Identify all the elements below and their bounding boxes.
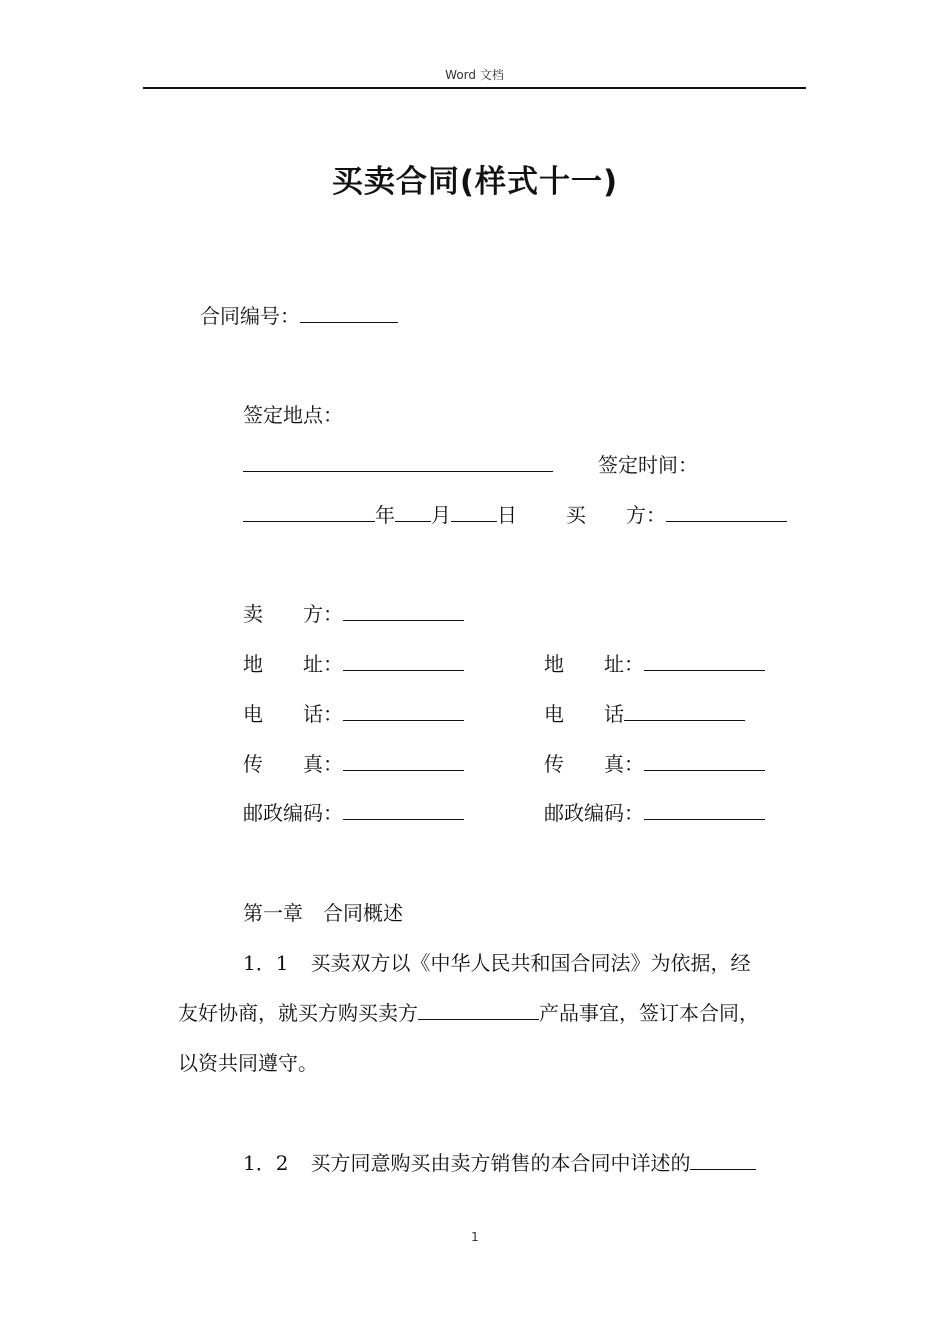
seller-fax-blank: [343, 750, 464, 771]
clause-1-1-first-line: [243, 949, 750, 977]
buyer-label: 买 方：: [566, 503, 666, 527]
buyer-fax-label: 传 真：: [544, 752, 644, 776]
buyer-address-row: [544, 650, 765, 678]
day-label: 日: [497, 503, 517, 527]
product-blank: [418, 999, 539, 1020]
seller-blank: [343, 600, 464, 621]
buyer-postcode-row: [544, 799, 765, 827]
buyer-row: [566, 501, 787, 529]
year-label: 年: [375, 503, 395, 527]
sign-place-label: 签定地点：: [243, 403, 343, 427]
clause-1-2-blank: [690, 1149, 756, 1170]
chapter-heading: 第一章 合同概述: [243, 901, 403, 925]
seller-phone-blank: [343, 700, 464, 721]
buyer-postcode-label: 邮政编码：: [544, 801, 644, 825]
seller-phone-label: 电 话：: [243, 702, 343, 726]
buyer-address-label: 地 址：: [544, 652, 644, 676]
buyer-address-blank: [644, 650, 765, 671]
clause-1-1-text-line1: 买卖双方以《中华人民共和国合同法》为依据，经: [310, 951, 751, 975]
clause-1-2-text: 买方同意购买由卖方销售的本合同中详述的: [310, 1151, 691, 1175]
date-row: [243, 501, 517, 529]
seller-fax-label: 传 真：: [243, 752, 343, 776]
contract-number-blank: [300, 302, 398, 323]
seller-address-row: [243, 650, 464, 678]
clause-1-2-line: [243, 1149, 756, 1177]
sign-place-row: [243, 451, 553, 479]
year-blank: [243, 501, 375, 522]
month-blank: [395, 501, 431, 522]
seller-address-blank: [343, 650, 464, 671]
day-blank: [451, 501, 497, 522]
seller-address-label: 地 址：: [243, 652, 343, 676]
document-title: 买卖合同(样式十一): [331, 164, 619, 200]
seller-fax-row: [243, 750, 464, 778]
header-rule: [143, 87, 806, 89]
buyer-blank: [666, 501, 787, 522]
buyer-fax-row: [544, 750, 765, 778]
buyer-phone-row: [544, 700, 745, 728]
seller-postcode-row: [243, 799, 464, 827]
contract-number-row: [200, 302, 398, 330]
sign-time-label: 签定时间：: [598, 453, 698, 477]
seller-postcode-label: 邮政编码：: [243, 801, 343, 825]
month-label: 月: [431, 503, 451, 527]
clause-1-1-text-line2b: 产品事宜，签订本合同，: [539, 1001, 759, 1025]
seller-postcode-blank: [343, 799, 464, 820]
buyer-postcode-blank: [644, 799, 765, 820]
clause-1-1-third-line: 以资共同遵守。: [178, 1051, 318, 1075]
clause-1-1-number: 1．1: [243, 951, 289, 975]
clause-1-2-number: 1．2: [243, 1151, 289, 1175]
seller-row: [243, 600, 464, 628]
contract-number-label: 合同编号：: [200, 304, 300, 328]
buyer-fax-blank: [644, 750, 765, 771]
buyer-phone-label: 电 话: [544, 702, 624, 726]
seller-phone-row: [243, 700, 464, 728]
page-header: Word 文档: [445, 68, 504, 82]
buyer-phone-blank: [624, 700, 745, 721]
sign-place-blank: [243, 451, 553, 472]
clause-1-1-second-line: [178, 999, 759, 1027]
clause-1-1-text-line2a: 友好协商，就买方购买卖方: [178, 1001, 418, 1025]
seller-label: 卖 方：: [243, 602, 343, 626]
page-number: 1: [471, 1230, 479, 1244]
